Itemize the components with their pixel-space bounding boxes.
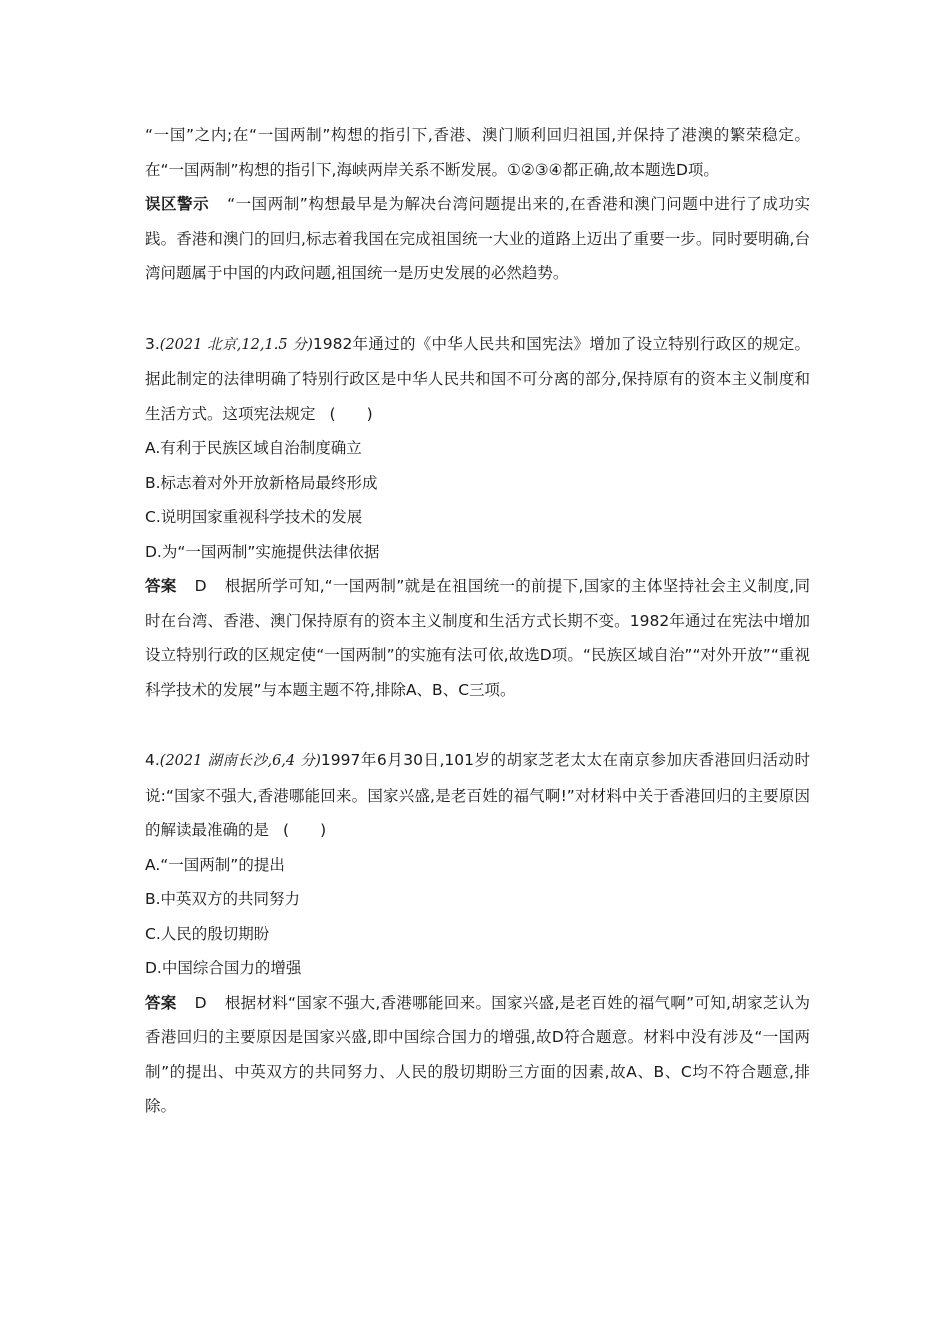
question-3-option-a: A.有利于民族区域自治制度确立: [145, 439, 362, 457]
question-4-stem: [145, 743, 810, 848]
question-3-answer-letter: D: [194, 577, 207, 595]
question-4-blank: ( ): [283, 821, 327, 839]
question-3-option-d: D.为“一国两制”实施提供法律依据: [145, 542, 380, 561]
warning-tag: 误区警示: [145, 195, 210, 213]
document-page: [145, 118, 810, 1124]
question-3-answer-tag: 答案: [145, 577, 177, 595]
question-3-option-b: B.标志着对外开放新格局最终形成: [145, 473, 378, 492]
question-3-answer-text: 根据所学可知,“一国两制”就是在祖国统一的前提下,国家的主体坚持社会主义制度,同时在台湾、香港、澳门保持原有的资本主义制度和生活方式长期不变。1982年通过在宪法中增加设立特别行政的区规定使“一国两制”的实施有法可依,故选D项。“民族区域自治”“对外开放”“重视科学技术的发展”与本题主题不符,排除A、B、C三项。: [145, 577, 810, 699]
question-4-answer-text: 根据材料“国家不强大,香港哪能回来。国家兴盛,是老百姓的福气啊”可知,胡家芝认为香港回归的主要原因是国家兴盛,即中国综合国力的增强,故D符合题意。材料中没有涉及“一国两制”的提出、中英双方的共同努力、人民的殷切期盼三方面的因素,故A、B、C均不符合题意,排除。: [145, 993, 810, 1115]
warning-paragraph: [145, 187, 810, 291]
question-3-option-c: C.说明国家重视科学技术的发展: [145, 508, 363, 526]
question-3-number: 3.: [145, 334, 160, 353]
question-4: [145, 743, 810, 1124]
question-4-answer: [145, 986, 810, 1124]
question-4-option-a: A.“一国两制”的提出: [145, 855, 285, 874]
warning-text: “一国两制”构想最早是为解决台湾问题提出来的,在香港和澳门问题中进行了成功实践。香港和澳门的回归,标志着我国在完成祖国统一大业的道路上迈出了重要一步。同时要明确,台湾问题属于中国的内政问题,祖国统一是历史发展的必然趋势。: [145, 195, 810, 282]
question-3-stem: [145, 327, 810, 432]
question-4-option-d: D.中国综合国力的增强: [145, 959, 302, 977]
question-4-number: 4.: [145, 751, 160, 769]
question-3-text: 1982年通过的《中华人民共和国宪法》增加了设立特别行政区的规定。据此制定的法律明确了特别行政区是中华人民共和国不可分离的部分,保持原有的资本主义制度和生活方式。这项宪法规定: [145, 334, 810, 423]
intro-paragraph: “一国”之内;在“一国两制”构想的指引下,香港、澳门顺利回归祖国,并保持了港澳的繁荣稳定。在“一国两制”构想的指引下,海峡两岸关系不断发展。①②③④都正确,故本题选D项。: [145, 126, 810, 179]
question-4-source: (2021 湖南长沙,6,4 分): [159, 753, 321, 769]
question-4-option-b: B.中英双方的共同努力: [145, 890, 301, 908]
question-3: [145, 327, 810, 708]
question-4-text: 1997年6月30日,101岁的胡家芝老太太在南京参加庆香港回归活动时说:“国家不强大,香港哪能回来。国家兴盛,是老百姓的福气啊!”对材料中关于香港回归的主要原因的解读最准确的是: [145, 751, 811, 839]
question-4-option-c: C.人民的殷切期盼: [145, 924, 270, 943]
question-4-answer-letter: D: [194, 993, 207, 1012]
question-4-answer-tag: 答案: [145, 993, 177, 1012]
question-3-answer: [145, 569, 810, 707]
question-3-source: (2021 北京,12,1.5 分): [159, 336, 313, 353]
question-3-blank: ( ): [329, 404, 373, 423]
